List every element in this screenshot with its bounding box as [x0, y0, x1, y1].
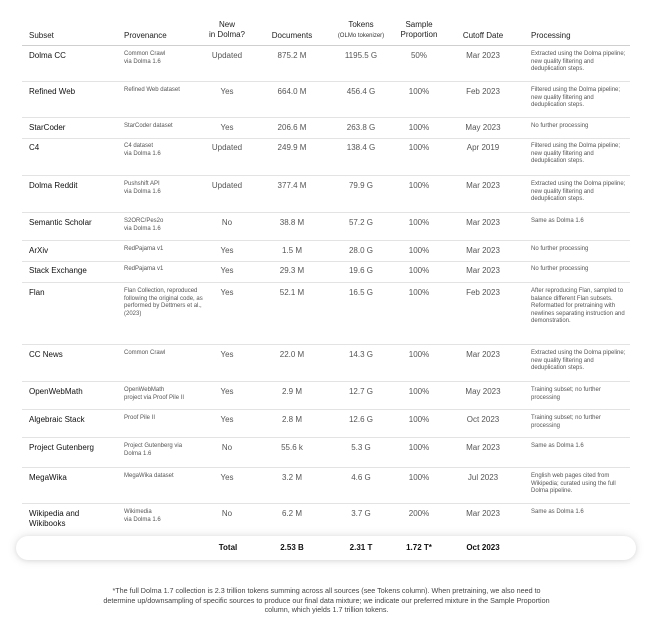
cell-sample: 100%	[408, 246, 430, 255]
cell-documents: 55.6 k	[281, 443, 303, 452]
cell-tokens: 14.3 G	[348, 350, 373, 359]
cell-documents: 2.9 M	[281, 387, 302, 396]
cell-cutoff: May 2023	[465, 387, 501, 396]
cell-tokens: 5.3 G	[351, 443, 371, 452]
cell-processing: No further processing	[531, 266, 589, 272]
row-divider	[22, 467, 630, 468]
cell-tokens: 1195.5 G	[344, 51, 378, 60]
row-divider	[22, 409, 630, 410]
cell-provenance: Flan Collection, reproduced following the original code, as performed by Dettmers et al., (2023)	[124, 288, 203, 317]
cell-processing: Same as Dolma 1.6	[531, 218, 584, 224]
cell-subset: CC News	[29, 350, 63, 359]
cell-processing: Training subset; no further processing	[531, 387, 601, 401]
cell-new: Yes	[220, 123, 234, 132]
cell-provenance: OpenWebMath project via Proof Pile II	[124, 387, 185, 401]
cell-documents: 2.8 M	[281, 415, 302, 424]
cell-new: Updated	[211, 143, 243, 152]
cell-new: Yes	[220, 350, 234, 359]
cell-cutoff: Apr 2019	[466, 143, 500, 152]
cell-new: Yes	[220, 246, 234, 255]
row-divider	[22, 117, 630, 118]
total-documents: 2.53 B	[280, 543, 304, 552]
cell-subset: StarCoder	[29, 123, 66, 132]
cell-cutoff: Mar 2023	[466, 218, 500, 227]
row-divider	[22, 282, 630, 283]
row-divider	[22, 503, 630, 504]
cell-sample: 100%	[408, 266, 430, 275]
cell-provenance: Pushshift API via Dolma 1.6	[124, 181, 161, 195]
cell-tokens: 263.8 G	[346, 123, 376, 132]
cell-sample: 100%	[408, 181, 430, 190]
cell-documents: 664.0 M	[277, 87, 307, 96]
header-provenance: Provenance	[124, 31, 167, 40]
cell-subset: OpenWebMath	[29, 387, 83, 396]
cell-tokens: 4.6 G	[351, 473, 371, 482]
cell-subset: Dolma CC	[29, 51, 66, 60]
cell-processing: Same as Dolma 1.6	[531, 443, 584, 449]
cell-cutoff: Mar 2023	[466, 443, 500, 452]
row-divider	[22, 344, 630, 345]
cell-sample: 100%	[408, 218, 430, 227]
cell-sample: 200%	[408, 509, 430, 518]
cell-provenance: Wikimedia via Dolma 1.6	[124, 509, 161, 523]
cell-cutoff: Jul 2023	[467, 473, 499, 482]
cell-subset: Stack Exchange	[29, 266, 87, 275]
header-subset: Subset	[29, 31, 54, 40]
cell-new: Yes	[220, 288, 234, 297]
cell-subset: Flan	[29, 288, 45, 297]
cell-processing: Same as Dolma 1.6	[531, 509, 584, 515]
cell-provenance: S2ORC/Pes2o via Dolma 1.6	[124, 218, 164, 232]
row-divider	[22, 381, 630, 382]
cell-documents: 875.2 M	[277, 51, 307, 60]
cell-sample: 100%	[408, 350, 430, 359]
cell-new: No	[221, 218, 233, 227]
row-divider	[22, 437, 630, 438]
cell-tokens: 57.2 G	[348, 218, 373, 227]
cell-provenance: Refined Web dataset	[124, 87, 180, 93]
header-processing: Processing	[531, 31, 571, 40]
cell-tokens: 12.7 G	[348, 387, 373, 396]
cell-subset: Semantic Scholar	[29, 218, 92, 227]
cell-provenance: Common Crawl	[124, 350, 166, 356]
row-divider	[22, 138, 630, 139]
header-documents: Documents	[271, 31, 313, 40]
cell-cutoff: Feb 2023	[466, 87, 500, 96]
cell-sample: 100%	[408, 473, 430, 482]
cell-sample: 100%	[408, 123, 430, 132]
cell-documents: 377.4 M	[277, 181, 307, 190]
cell-new: Updated	[211, 51, 243, 60]
cell-tokens: 28.0 G	[348, 246, 373, 255]
cell-new: Yes	[220, 266, 234, 275]
cell-provenance: C4 dataset via Dolma 1.6	[124, 143, 161, 157]
cell-new: No	[221, 509, 233, 518]
total-label: Total	[218, 543, 238, 552]
cell-processing: English web pages cited from Wikipedia; curated using the full Dolma pipeline.	[531, 473, 616, 494]
cell-cutoff: Mar 2023	[466, 509, 500, 518]
cell-documents: 206.6 M	[277, 123, 307, 132]
cell-cutoff: May 2023	[465, 123, 501, 132]
cell-cutoff: Oct 2023	[466, 415, 500, 424]
cell-documents: 52.1 M	[279, 288, 305, 297]
cell-new: Yes	[220, 415, 234, 424]
header-sample-line2: Proportion	[400, 30, 438, 39]
cell-processing: After reproducing Flan, sampled to balance different Flan subsets. Reformatted for pretraining with newlines separating instruction and demonstration.	[531, 288, 625, 324]
cell-sample: 100%	[408, 387, 430, 396]
cell-cutoff: Mar 2023	[466, 266, 500, 275]
cell-processing: Filtered using the Dolma pipeline; new quality filtering and deduplication steps.	[531, 143, 621, 164]
cell-subset: MegaWika	[29, 473, 67, 482]
cell-tokens: 138.4 G	[346, 143, 376, 152]
row-divider	[22, 212, 630, 213]
cell-cutoff: Mar 2023	[466, 246, 500, 255]
cell-new: Updated	[211, 181, 243, 190]
cell-sample: 100%	[408, 415, 430, 424]
cell-tokens: 19.6 G	[348, 266, 373, 275]
header-tokens: Tokens	[348, 20, 374, 29]
row-divider	[22, 240, 630, 241]
cell-sample: 100%	[408, 443, 430, 452]
cell-sample: 100%	[408, 87, 430, 96]
cell-new: Yes	[220, 387, 234, 396]
cell-new: No	[221, 443, 233, 452]
header-sample-line1: Sample	[405, 20, 433, 29]
cell-tokens: 79.9 G	[348, 181, 373, 190]
cell-cutoff: Mar 2023	[466, 51, 500, 60]
cell-cutoff: Mar 2023	[466, 181, 500, 190]
cell-new: Yes	[220, 87, 234, 96]
cell-provenance: MegaWika dataset	[124, 473, 174, 479]
cell-sample: 100%	[408, 288, 430, 297]
header-new-line1: New	[218, 20, 235, 29]
total-cutoff: Oct 2023	[466, 543, 500, 552]
cell-cutoff: Mar 2023	[466, 350, 500, 359]
total-sample: 1.72 T*	[406, 543, 432, 552]
cell-documents: 249.9 M	[277, 143, 307, 152]
cell-new: Yes	[220, 473, 234, 482]
cell-processing: Extracted using the Dolma pipeline; new quality filtering and deduplication steps.	[531, 51, 626, 72]
row-divider	[22, 175, 630, 176]
cell-tokens: 456.4 G	[346, 87, 376, 96]
cell-subset: Refined Web	[29, 87, 76, 96]
cell-provenance: Proof Pile II	[124, 415, 156, 421]
cell-processing: Training subset; no further processing	[531, 415, 601, 429]
total-tokens: 2.31 T	[349, 543, 373, 552]
cell-processing: No further processing	[531, 123, 589, 129]
cell-documents: 29.3 M	[279, 266, 305, 275]
cell-tokens: 3.7 G	[351, 509, 371, 518]
cell-documents: 3.2 M	[281, 473, 302, 482]
cell-documents: 6.2 M	[281, 509, 302, 518]
cell-provenance: RedPajama v1	[124, 266, 164, 272]
row-divider	[22, 45, 630, 46]
cell-provenance: Project Gutenberg via Dolma 1.6	[124, 443, 183, 457]
cell-documents: 1.5 M	[281, 246, 302, 255]
cell-documents: 38.8 M	[279, 218, 305, 227]
cell-provenance: Common Crawl via Dolma 1.6	[124, 51, 166, 65]
cell-subset: ArXiv	[29, 246, 49, 255]
row-divider	[22, 81, 630, 82]
cell-tokens: 12.6 G	[348, 415, 373, 424]
header-new-line2: in Dolma?	[208, 30, 245, 39]
cell-provenance: StarCoder dataset	[124, 123, 173, 129]
total-row	[16, 536, 636, 560]
row-divider	[22, 261, 630, 262]
cell-tokens: 16.5 G	[348, 288, 373, 297]
cell-processing: Filtered using the Dolma pipeline; new quality filtering and deduplication steps.	[531, 87, 621, 108]
cell-sample: 100%	[408, 143, 430, 152]
cell-subset: C4	[29, 143, 40, 152]
cell-documents: 22.0 M	[279, 350, 305, 359]
cell-processing: No further processing	[531, 246, 589, 252]
cell-processing: Extracted using the Dolma pipeline; new quality filtering and deduplication steps.	[531, 181, 626, 202]
header-cutoff: Cutoff Date	[462, 31, 504, 40]
cell-subset: Wikipedia and Wikibooks	[29, 509, 80, 528]
cell-subset: Algebraic Stack	[29, 415, 85, 424]
cell-provenance: RedPajama v1	[124, 246, 164, 252]
cell-sample: 50%	[410, 51, 427, 60]
header-tokens-sub: (OLMo tokenizer)	[337, 33, 385, 39]
cell-subset: Dolma Reddit	[29, 181, 78, 190]
cell-cutoff: Feb 2023	[466, 288, 500, 297]
cell-subset: Project Gutenberg	[29, 443, 94, 452]
footnote: *The full Dolma 1.7 collection is 2.3 trillion tokens summing across all sources (see Tokens column). When pretraining, we also need to determine up/downsampling of specific sources to produce our final data mixture; we indicate our preferred mixture in the Sample Proportion column, which yields 1.7 trillion tokens.	[103, 586, 550, 614]
cell-processing: Extracted using the Dolma pipeline; new quality filtering and deduplication steps.	[531, 350, 626, 371]
